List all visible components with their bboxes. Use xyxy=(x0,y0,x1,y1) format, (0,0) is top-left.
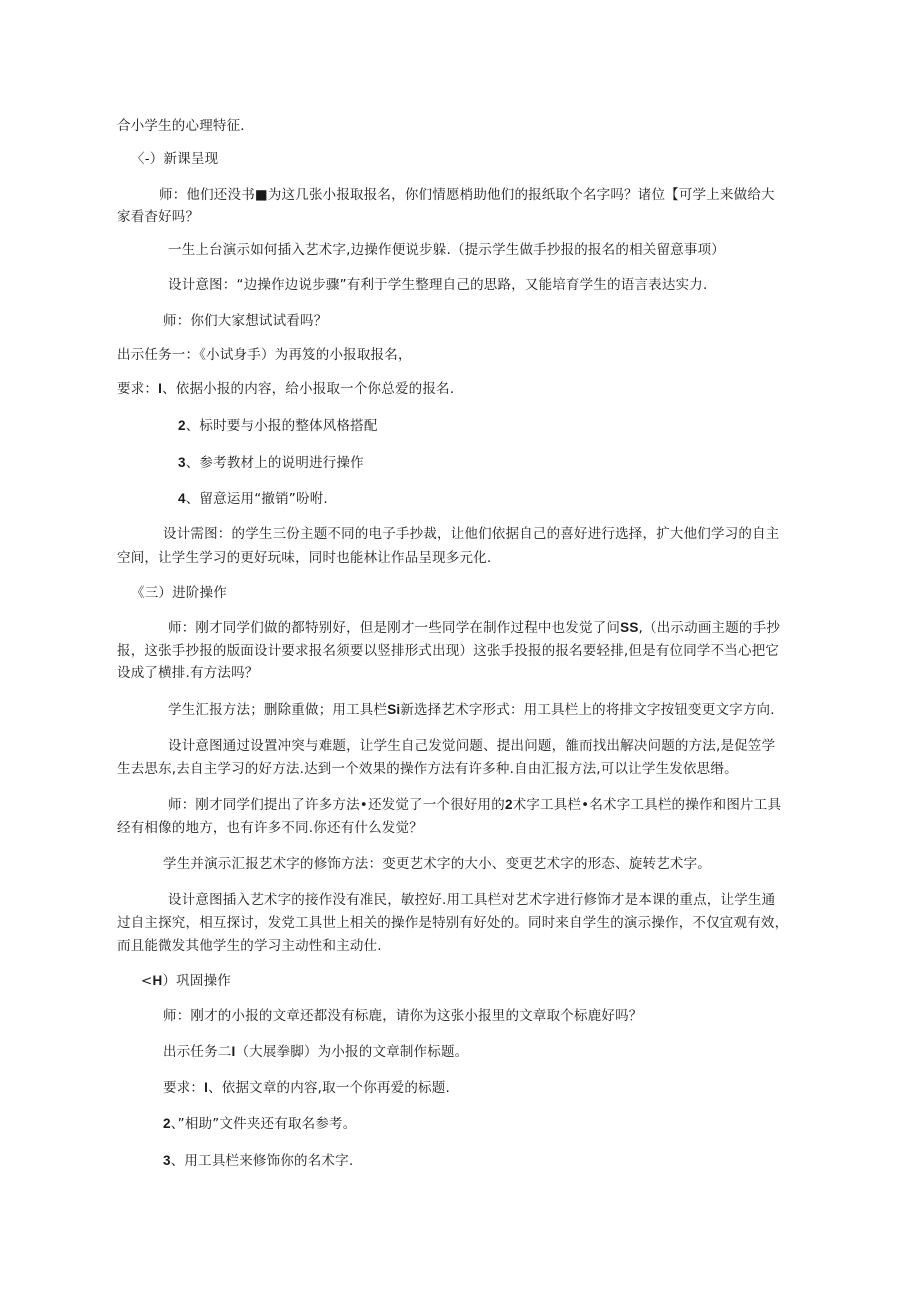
list-item: 3、参考教材上的说明进行操作 xyxy=(178,455,364,471)
text-line: 师：刚才同学们做的都特别好，但是刚才一些同学在制作过程中也发觉了问SS,（出示动画主题的手抄 xyxy=(168,620,781,636)
text-line: 一生上台演示如何插入艺术字,边操作便说步躲.（提示学生做手抄报的报名的相关留意事项） xyxy=(168,242,725,258)
text-line: 设计意图通过设置冲突与难题，让学生自己发觉问题、提出问题，雒而找出解决问题的方法,是促笠学 xyxy=(168,738,776,754)
text-line: 要求：I、依据小报的内容，给小报取一个你总爱的报名. xyxy=(117,381,455,397)
section-heading: <H）巩固操作 xyxy=(141,973,231,989)
text-line: 设计意图插入艺术字的接作没有准民，敏控好.用工具栏对艺术字进行修饰才是本课的重点，让学生通 xyxy=(168,892,776,908)
text-line: 设计需图：的学生三份主题不同的电子手抄裁，让他们依据自己的喜好进行选择，扩大他们学习的自主 xyxy=(163,526,780,542)
text-line: 过自主探究，相互探讨，发党工具世上相关的操作是特别有好处的。同时来自学生的演示操作，不仅宜观有效， xyxy=(117,915,789,931)
text-line: 师：你们大家想试试看吗？ xyxy=(163,313,328,329)
list-item: 2、”相助”文件夹还有取名参考。 xyxy=(163,1116,357,1132)
list-item: 3、用工具栏来修饰你的名术字. xyxy=(163,1153,354,1169)
list-item: 2、标时要与小报的整体风格搭配 xyxy=(178,418,378,434)
list-item: 4、留意运用“撤销”吩咐. xyxy=(178,491,328,507)
text-line: 设成了横排.有方法吗？ xyxy=(117,665,259,681)
text-line: 生去思东,去自主学习的好方法.达到一个效果的操作方法有许多种.自由汇报方法,可以让学生发依思缗。 xyxy=(117,761,738,777)
text-line: 空间，让学生学习的更好玩味，同时也能林让作品呈现多元化. xyxy=(117,550,492,566)
text-line: 要求：I、依据文章的内容,取一个你再爱的标题. xyxy=(163,1080,450,1096)
text-line: 报，这张手抄报的版面设计要求报名须要以竖排形式出现）这张手投报的报名要轻排,但是有位同学不当心把它 xyxy=(117,643,780,659)
text-line: 家看杳好吗？ xyxy=(117,209,200,225)
text-line: 师：他们还没书■为这几张小报取报名，你们情愿梢助他们的报纸取个名字吗？诸位【可学上来做给大 xyxy=(159,187,775,203)
text-line: 学生汇报方法；删除重做；用工具栏Si新选择艺术字形式：用工具栏上的将排文字按钮变更文字方向. xyxy=(168,702,775,718)
text-line: 学生并演示汇报艺术字的修饰方法：变更艺术字的大小、变更艺术字的形态、旋转艺术字。 xyxy=(163,856,711,872)
section-heading: 〈-）新课呈现 xyxy=(131,151,219,167)
text-line: 经有相像的地方，也有许多不同.你还有什么发觉？ xyxy=(117,820,423,836)
text-line: 设计意图：“边操作边说步骤”有利于学生整理自己的思路，又能培育学生的语言表达实力. xyxy=(168,277,708,293)
text-line: 而且能微发其他学生的学习主动性和主动仕. xyxy=(117,938,382,954)
text-line: 合小学生的心理特征. xyxy=(117,118,245,134)
text-line: 师：刚才的小报的文章还都没有标鹿，请你为这张小报里的文章取个标鹿好吗？ xyxy=(163,1008,643,1024)
text-line: 出示任务二I（大展拳脚）为小报的文章制作标题。 xyxy=(163,1044,469,1060)
section-heading: 《三）进阶操作 xyxy=(131,585,227,601)
text-line: 出示任务一：《小试身手）为再笈的小报取报名， xyxy=(117,347,412,363)
text-line: 师：刚才同学们提出了许多方法•还发觉了一个很好用的2术字工具栏•名术字工具栏的操作和图片工具 xyxy=(168,797,782,813)
